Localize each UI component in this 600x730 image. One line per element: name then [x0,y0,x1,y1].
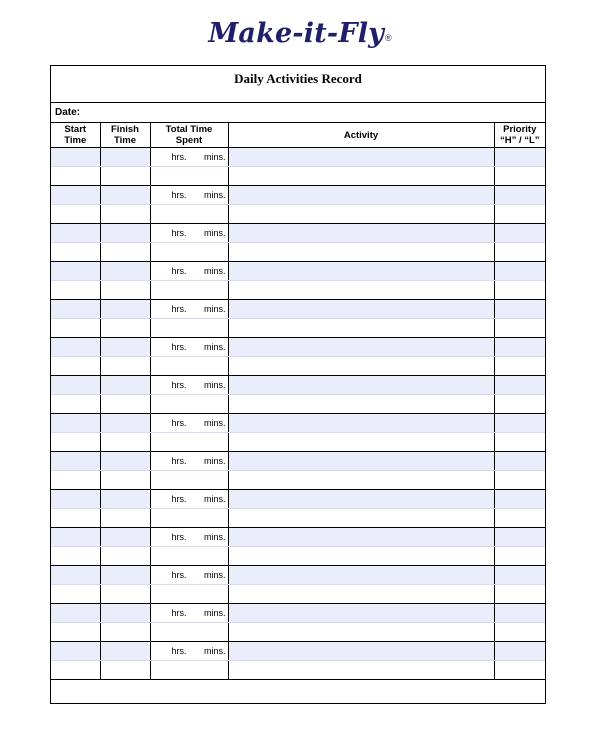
priority-cell[interactable] [494,585,545,604]
priority-cell[interactable] [494,205,545,224]
total-time-cell[interactable] [150,376,228,395]
total-time-cell[interactable] [150,148,228,167]
table-row [51,319,545,338]
priority-cell[interactable] [494,509,545,528]
activity-cell[interactable] [228,471,494,490]
start-time-cell[interactable] [51,376,100,395]
total-time-cell[interactable] [150,585,228,604]
priority-cell[interactable] [494,319,545,338]
finish-time-cell[interactable] [100,319,150,338]
mins-label: mins. [203,342,226,352]
activity-cell[interactable] [228,186,494,205]
finish-time-cell[interactable] [100,661,150,680]
mins-label: mins. [203,380,226,390]
header-row [51,123,545,148]
finish-time-cell[interactable] [100,566,150,585]
activity-cell[interactable] [228,604,494,623]
mins-label: mins. [203,646,226,656]
start-time-cell[interactable] [51,262,100,281]
finish-time-cell[interactable] [100,167,150,186]
start-time-cell[interactable] [51,224,100,243]
col-start-time [51,123,100,148]
col-finish-time [100,123,150,148]
table-row [51,566,545,585]
hrs-label: hrs. [171,608,187,618]
activity-cell[interactable] [228,376,494,395]
col-activity [228,123,494,148]
activity-cell[interactable] [228,414,494,433]
column-header-label: Finish Time [111,124,139,146]
total-time-cell[interactable] [150,395,228,414]
finish-time-cell[interactable] [100,148,150,167]
start-time-cell[interactable] [51,490,100,509]
activity-cell[interactable] [228,433,494,452]
activity-cell[interactable] [228,357,494,376]
date-label: Date: [55,107,81,118]
activity-cell[interactable] [228,452,494,471]
total-time-cell[interactable] [150,509,228,528]
start-time-cell[interactable] [51,642,100,661]
finish-time-cell[interactable] [100,585,150,604]
total-time-cell[interactable] [150,414,228,433]
priority-cell[interactable] [494,224,545,243]
priority-cell[interactable] [494,167,545,186]
finish-time-cell[interactable] [100,642,150,661]
hrs-label: hrs. [171,418,187,428]
table-row [51,623,545,642]
priority-cell[interactable] [494,566,545,585]
priority-cell[interactable] [494,376,545,395]
priority-cell[interactable] [494,262,545,281]
column-header-label: Start Time [64,124,87,146]
activity-table [51,123,545,680]
registered-mark: ® [385,33,392,43]
start-time-cell[interactable] [51,585,100,604]
start-time-cell[interactable] [51,148,100,167]
table-body [51,148,545,680]
priority-cell[interactable] [494,661,545,680]
total-time-cell[interactable] [150,566,228,585]
priority-cell[interactable] [494,148,545,167]
finish-time-cell[interactable] [100,395,150,414]
mins-label: mins. [203,494,226,504]
brand-name: Make-it-Fly [208,18,385,49]
total-time-cell[interactable] [150,357,228,376]
hrs-label: hrs. [171,342,187,352]
mins-label: mins. [203,304,226,314]
table-row [51,604,545,623]
column-header-label: Activity [343,129,379,141]
activity-cell[interactable] [228,148,494,167]
priority-cell[interactable] [494,281,545,300]
finish-time-cell[interactable] [100,376,150,395]
total-time-cell[interactable] [150,186,228,205]
total-time-cell[interactable] [150,452,228,471]
finish-time-cell[interactable] [100,490,150,509]
priority-cell[interactable] [494,642,545,661]
finish-time-cell[interactable] [100,338,150,357]
priority-cell[interactable] [494,452,545,471]
hrs-label: hrs. [171,646,187,656]
activity-cell[interactable] [228,205,494,224]
finish-time-cell[interactable] [100,433,150,452]
finish-time-cell[interactable] [100,528,150,547]
activity-cell[interactable] [228,547,494,566]
column-header-label: Priority “H” / “L” [499,124,540,146]
activity-sheet [50,65,546,704]
table-row [51,338,545,357]
priority-cell[interactable] [494,357,545,376]
table-row [51,186,545,205]
priority-cell[interactable] [494,414,545,433]
activity-cell[interactable] [228,300,494,319]
start-time-cell[interactable] [51,566,100,585]
activity-cell[interactable] [228,528,494,547]
finish-time-cell[interactable] [100,509,150,528]
activity-cell[interactable] [228,262,494,281]
total-time-cell[interactable] [150,661,228,680]
total-time-cell[interactable] [150,623,228,642]
start-time-cell[interactable] [51,528,100,547]
start-time-cell[interactable] [51,661,100,680]
hrs-label: hrs. [171,456,187,466]
hrs-label: hrs. [171,532,187,542]
total-time-cell[interactable] [150,642,228,661]
table-row [51,281,545,300]
total-time-cell[interactable] [150,433,228,452]
total-time-cell[interactable] [150,262,228,281]
table-row [51,452,545,471]
table-row [51,148,545,167]
table-row [51,509,545,528]
finish-time-cell[interactable] [100,414,150,433]
total-time-cell[interactable] [150,205,228,224]
start-time-cell[interactable] [51,167,100,186]
activity-cell[interactable] [228,395,494,414]
activity-cell[interactable] [228,509,494,528]
col-total-time-spent [150,123,228,148]
finish-time-cell[interactable] [100,205,150,224]
mins-label: mins. [203,570,226,580]
hrs-label: hrs. [171,380,187,390]
table-row [51,300,545,319]
total-time-cell[interactable] [150,243,228,262]
activity-cell[interactable] [228,338,494,357]
finish-time-cell[interactable] [100,547,150,566]
table-row [51,224,545,243]
mins-label: mins. [203,608,226,618]
mins-label: mins. [203,266,226,276]
activity-cell[interactable] [228,566,494,585]
hrs-label: hrs. [171,190,187,200]
mins-label: mins. [203,418,226,428]
finish-time-cell[interactable] [100,262,150,281]
mins-label: mins. [203,190,226,200]
table-row [51,433,545,452]
start-time-cell[interactable] [51,243,100,262]
table-row [51,471,545,490]
start-time-cell[interactable] [51,205,100,224]
activity-cell[interactable] [228,167,494,186]
finish-time-cell[interactable] [100,186,150,205]
start-time-cell[interactable] [51,414,100,433]
total-time-cell[interactable] [150,281,228,300]
table-row [51,167,545,186]
finish-time-cell[interactable] [100,357,150,376]
start-time-cell[interactable] [51,623,100,642]
activity-cell[interactable] [228,281,494,300]
priority-cell[interactable] [494,528,545,547]
table-row [51,395,545,414]
start-time-cell[interactable] [51,509,100,528]
priority-cell[interactable] [494,604,545,623]
finish-time-cell[interactable] [100,604,150,623]
finish-time-cell[interactable] [100,224,150,243]
table-row [51,376,545,395]
priority-cell[interactable] [494,490,545,509]
priority-cell[interactable] [494,623,545,642]
col-priority [494,123,545,148]
total-time-cell[interactable] [150,547,228,566]
brand-logo [0,18,600,49]
priority-cell[interactable] [494,300,545,319]
priority-cell[interactable] [494,186,545,205]
total-time-cell[interactable] [150,300,228,319]
finish-time-cell[interactable] [100,623,150,642]
finish-time-cell[interactable] [100,452,150,471]
total-time-cell[interactable] [150,471,228,490]
hrs-label: hrs. [171,304,187,314]
start-time-cell[interactable] [51,319,100,338]
hrs-label: hrs. [171,152,187,162]
activity-cell[interactable] [228,490,494,509]
activity-cell[interactable] [228,642,494,661]
table-row [51,642,545,661]
activity-cell[interactable] [228,224,494,243]
start-time-cell[interactable] [51,281,100,300]
date-row[interactable] [51,103,545,123]
total-time-cell[interactable] [150,167,228,186]
activity-cell[interactable] [228,661,494,680]
finish-time-cell[interactable] [100,281,150,300]
total-time-cell[interactable] [150,338,228,357]
start-time-cell[interactable] [51,433,100,452]
total-time-cell[interactable] [150,528,228,547]
table-row [51,528,545,547]
hrs-label: hrs. [171,494,187,504]
hrs-label: hrs. [171,228,187,238]
start-time-cell[interactable] [51,395,100,414]
activity-cell[interactable] [228,585,494,604]
finish-time-cell[interactable] [100,471,150,490]
start-time-cell[interactable] [51,471,100,490]
priority-cell[interactable] [494,243,545,262]
table-row [51,205,545,224]
total-time-cell[interactable] [150,319,228,338]
table-row [51,585,545,604]
start-time-cell[interactable] [51,300,100,319]
table-row [51,243,545,262]
priority-cell[interactable] [494,395,545,414]
start-time-cell[interactable] [51,547,100,566]
start-time-cell[interactable] [51,604,100,623]
mins-label: mins. [203,228,226,238]
activity-cell[interactable] [228,623,494,642]
table-row [51,661,545,680]
hrs-label: hrs. [171,570,187,580]
finish-time-cell[interactable] [100,243,150,262]
priority-cell[interactable] [494,471,545,490]
form-title: Daily Activities Record [51,66,545,103]
table-row [51,262,545,281]
table-row [51,357,545,376]
column-header-label: Total Time Spent [165,124,213,146]
start-time-cell[interactable] [51,452,100,471]
priority-cell[interactable] [494,338,545,357]
activity-cell[interactable] [228,243,494,262]
hrs-label: hrs. [171,266,187,276]
total-time-cell[interactable] [150,224,228,243]
start-time-cell[interactable] [51,357,100,376]
start-time-cell[interactable] [51,338,100,357]
finish-time-cell[interactable] [100,300,150,319]
activity-cell[interactable] [228,319,494,338]
table-row [51,490,545,509]
mins-label: mins. [203,152,226,162]
table-row [51,414,545,433]
total-time-cell[interactable] [150,490,228,509]
start-time-cell[interactable] [51,186,100,205]
mins-label: mins. [203,532,226,542]
mins-label: mins. [203,456,226,466]
table-row [51,547,545,566]
priority-cell[interactable] [494,547,545,566]
priority-cell[interactable] [494,433,545,452]
total-time-cell[interactable] [150,604,228,623]
